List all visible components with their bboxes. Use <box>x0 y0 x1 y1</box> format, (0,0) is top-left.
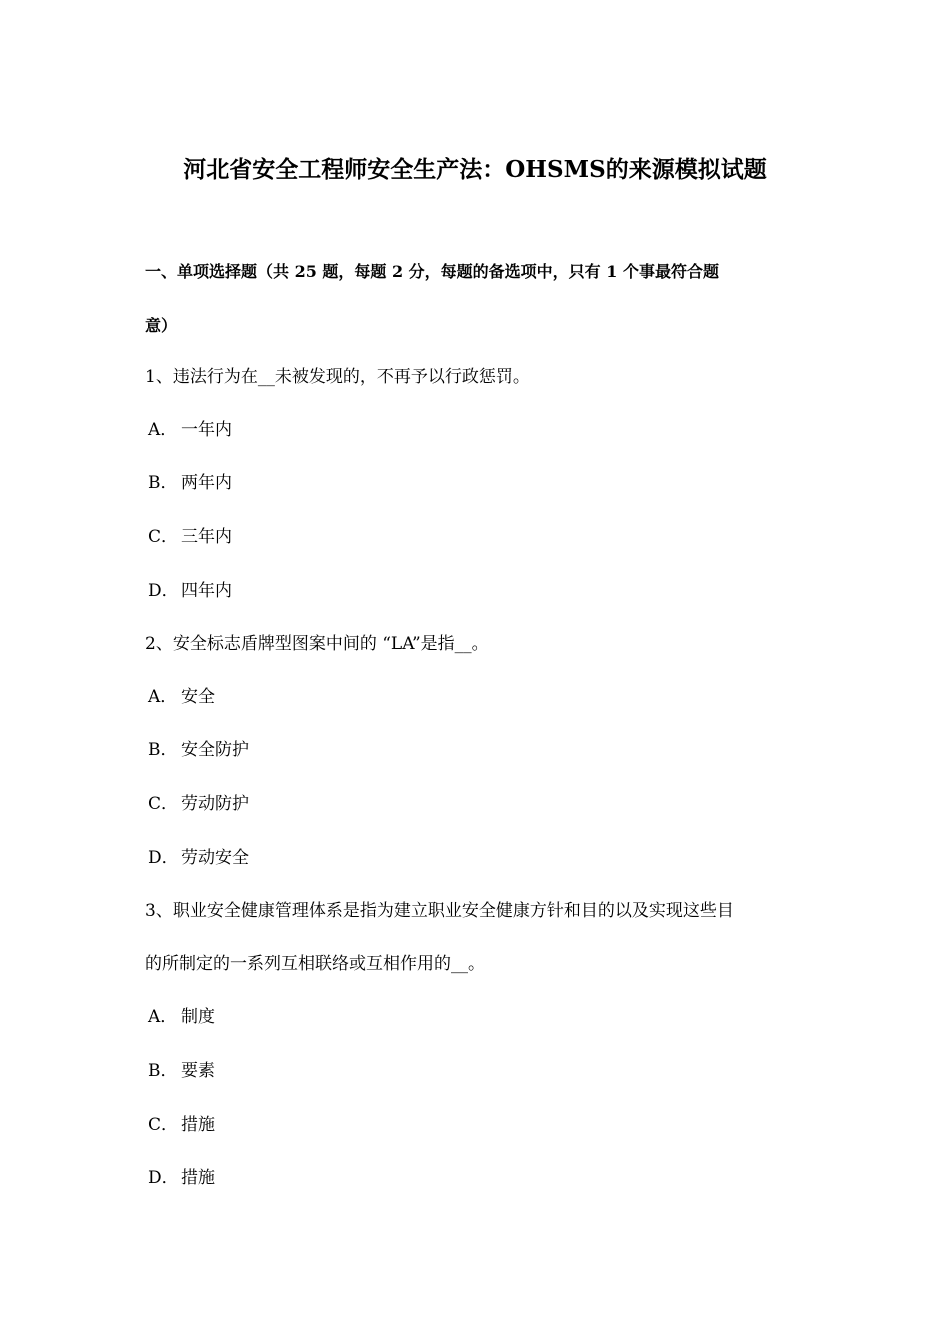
option-letter: D． <box>148 848 179 868</box>
option-text: 一年内 <box>181 420 232 440</box>
option-text: 两年内 <box>181 473 232 493</box>
option-text: 四年内 <box>181 581 232 601</box>
option-letter: C． <box>148 527 179 547</box>
option-letter: B． <box>148 473 178 493</box>
option-text: 三年内 <box>181 527 232 547</box>
question-2-option-a <box>148 682 215 712</box>
option-text: 措施 <box>181 1115 215 1135</box>
option-letter: A． <box>148 687 178 707</box>
question-2-option-c <box>148 789 249 819</box>
question-3-option-d <box>148 1163 215 1193</box>
option-text: 劳动防护 <box>181 794 249 814</box>
option-letter: B． <box>148 740 178 760</box>
option-letter: D． <box>148 1168 179 1188</box>
question-3-option-c <box>148 1110 215 1140</box>
question-1-option-b <box>148 468 232 498</box>
question-1-option-c <box>148 522 232 552</box>
option-letter: D． <box>148 581 179 601</box>
option-letter: C． <box>148 1115 179 1135</box>
question-1-option-a <box>148 415 232 445</box>
question-1-text: 1、违法行为在__未被发现的，不再予以行政惩罚。 <box>145 367 530 387</box>
option-text: 安全 <box>181 687 215 707</box>
question-3-option-b <box>148 1056 215 1086</box>
question-3-text-line-1: 3、职业安全健康管理体系是指为建立职业安全健康方针和目的以及实现这些目 <box>145 901 734 921</box>
option-letter: B． <box>148 1061 178 1081</box>
section-heading-line-2: 意） <box>145 316 178 335</box>
option-text: 制度 <box>181 1007 215 1027</box>
section-heading-line-1: 一、单项选择题（共 25 题，每题 2 分，每题的备选项中，只有 1 个事最符合题 <box>145 262 719 281</box>
question-2-text: 2、安全标志盾牌型图案中间的 “LA”是指__。 <box>145 634 489 654</box>
option-letter: C． <box>148 794 179 814</box>
option-text: 措施 <box>181 1168 215 1188</box>
option-text: 劳动安全 <box>181 848 249 868</box>
document-title: 河北省安全工程师安全生产法：OHSMS的来源模拟试题 <box>183 156 767 183</box>
question-2-option-d <box>148 843 249 873</box>
question-3-option-a <box>148 1002 215 1032</box>
question-1-option-d <box>148 576 232 606</box>
question-3-text-line-2: 的所制定的一系列互相联络或互相作用的__。 <box>145 954 485 974</box>
question-2-option-b <box>148 735 249 765</box>
option-text: 安全防护 <box>181 740 249 760</box>
option-text: 要素 <box>181 1061 215 1081</box>
option-letter: A． <box>148 420 178 440</box>
option-letter: A． <box>148 1007 178 1027</box>
